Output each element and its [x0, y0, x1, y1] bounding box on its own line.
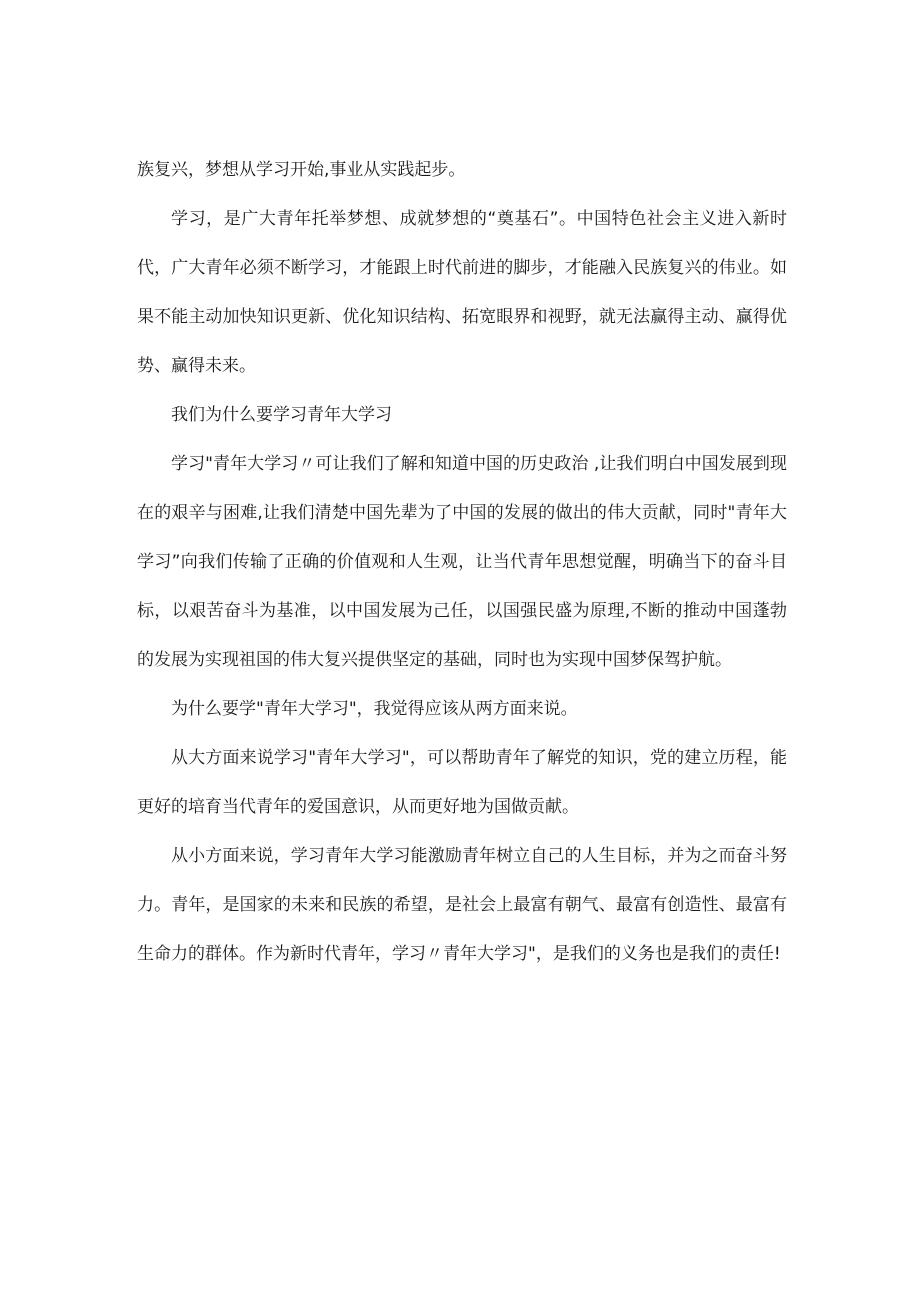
document-body: [137, 146, 787, 979]
paragraph-two-aspects: 为什么要学"青年大学习"，我觉得应该从两方面来说。: [171, 699, 578, 719]
paragraph-continuation: 族复兴，梦想从学习开始,事业从实践起步。: [137, 160, 466, 180]
paragraph-macro-aspect: 从大方面来说学习"青年大学习"，可以帮助青年了解党的知识，党的建立历程，能更好的培育当代青年的爱国意识，从而更好地为国做贡献。: [137, 748, 787, 817]
paragraph-micro-aspect: 从小方面来说，学习青年大学习能激励青年树立自己的人生目标，并为之而奋斗努力。青年，是国家的未来和民族的希望，是社会上最富有朝气、最富有创造性、最富有生命力的群体。作为新时代青年，学习〃青年大学习"，是我们的义务也是我们的责任!: [137, 846, 787, 964]
paragraph-study-benefits: 学习"青年大学习〃可让我们了解和知道中国的历史政治 ,让我们明白中国发展到现在的艰辛与困难,让我们清楚中国先辈为了中国的发展的做出的伟大贡献，同时"青年大学习”向我们传输了正确的价值观和人生观，让当代青年思想觉醒，明确当下的奋斗目标，以艰苦奋斗为基准，以中国发展为己任，以国强民盛为原理,不断的推动中国蓬勃的发展为实现祖国的伟大复兴提供坚定的基础，同时也为实现中国梦保驾护航。: [137, 454, 787, 670]
paragraph-foundation-stone: 学习，是广大青年托举梦想、成就梦想的“奠基石”。中国特色社会主义进入新时代，广大青年必须不断学习，才能跟上时代前进的脚步，才能融入民族复兴的伟业。如果不能主动加快知识更新、优化知识结构、拓宽眼界和视野，就无法赢得主动、赢得优势、赢得未来。: [137, 209, 787, 376]
section-heading-why-study: 我们为什么要学习青年大学习: [171, 405, 392, 425]
